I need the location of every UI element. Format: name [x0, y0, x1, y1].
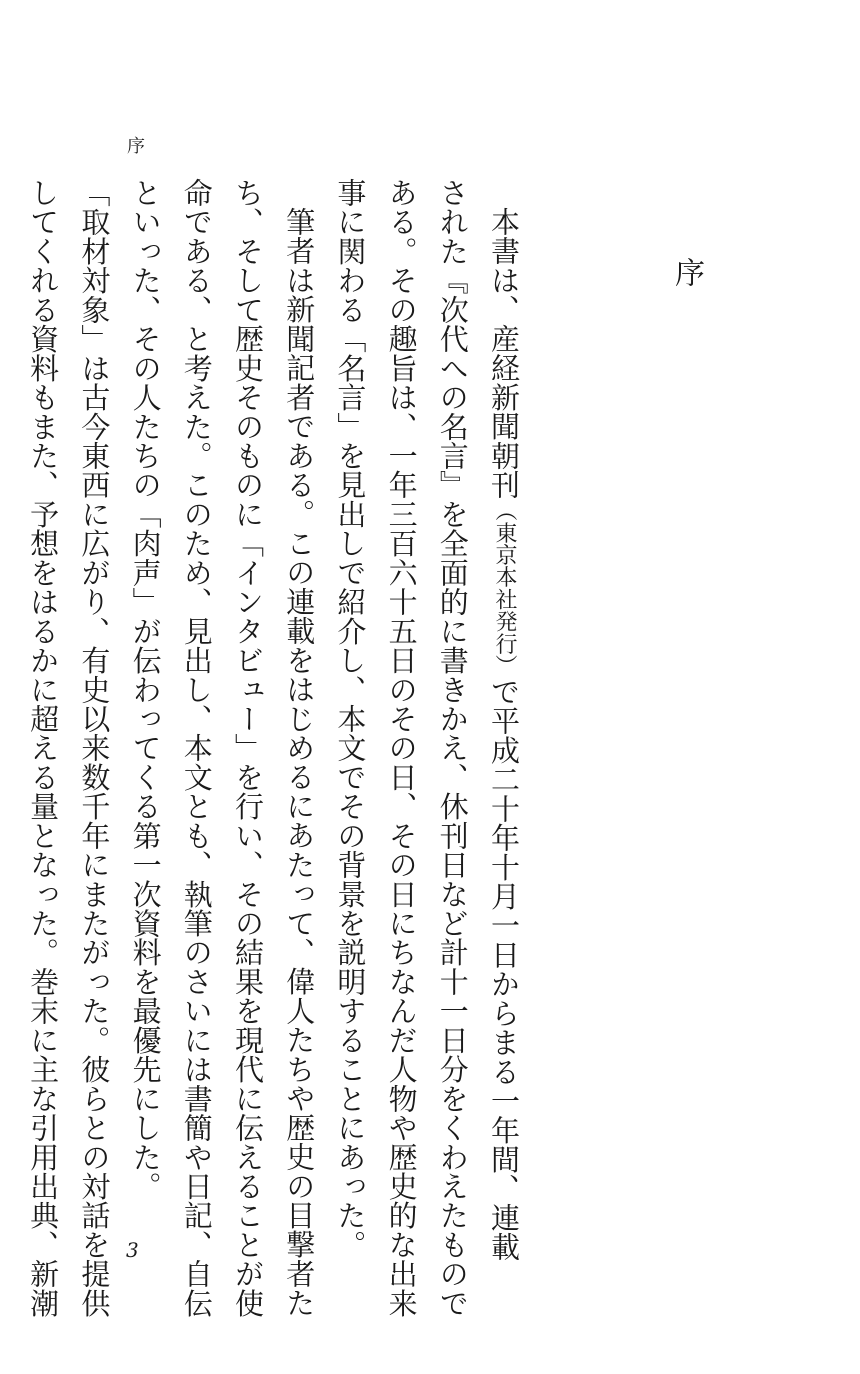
text-line: といった、その人たちの「肉声」が伝わってくる第一次資料を最優先にした。	[128, 178, 163, 1201]
page-number: 3	[126, 1238, 139, 1262]
chapter-title: 序	[669, 257, 704, 287]
text-line: ち、そして歴史そのものに「インタビュー」を行い、その結果を現代に伝えることが使	[230, 178, 265, 1318]
text-line: された『次代への名言』を全面的に書きかえ、休刊日など計十一日分をくわえたもので	[435, 178, 470, 1318]
text-line: 筆者は新聞記者である。この連載をはじめるにあたって、偉人たちや歴史の目撃者た	[282, 207, 317, 1318]
text-line: 命である、と考えた。このため、見出し、本文とも、執筆のさいには書簡や日記、自伝	[179, 178, 214, 1318]
text-line-small: （東京本社発行）	[492, 499, 517, 677]
running-head: 序	[124, 136, 145, 154]
text-line: ある。その趣旨は、一年三百六十五日のその日、その日にちなんだ人物や歴史的な出来	[384, 178, 419, 1318]
text-line	[478, 178, 530, 1262]
text-line: 事に関わる「名言」を見出しで紹介し、本文でその背景を説明することにあった。	[333, 178, 368, 1260]
body-text	[17, 178, 530, 1318]
text-line-after: で平成二十年十月一日からまる一年間、連載	[487, 676, 521, 1262]
text-line-main: 本書は、産経新聞朝刊	[487, 207, 521, 500]
text-line: 「取材対象」は古今東西に広がり、有史以来数千年にまたがった。彼らとの対話を提供	[77, 178, 112, 1318]
text-line: してくれる資料もまた、予想をはるかに超える量となった。巻末に主な引用出典、新潮	[26, 178, 61, 1318]
